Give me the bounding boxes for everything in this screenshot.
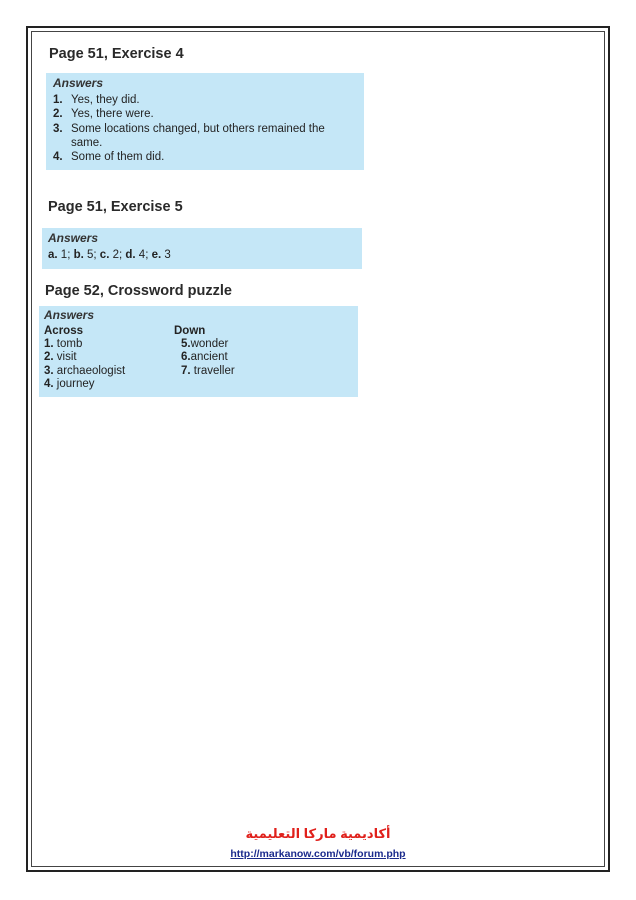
exercise-4-answer-list [53, 93, 356, 164]
across-item [44, 365, 125, 378]
match-answer [48, 249, 67, 261]
clue-word: tomb [56, 338, 83, 351]
match-letter: a. [48, 249, 58, 261]
across-label: Across [44, 325, 83, 337]
down-item [174, 365, 235, 378]
crossword-heading: Page 52, Crossword puzzle [45, 283, 232, 299]
down-item [174, 351, 235, 364]
clue-word: ancient [190, 351, 228, 364]
clue-word: wonder [190, 338, 229, 351]
clue-number: 2. [44, 351, 54, 364]
answer-item [53, 107, 356, 121]
answer-number: 3. [53, 122, 63, 135]
clue-number: 4. [44, 377, 54, 390]
exercise-5-answer-box [42, 228, 362, 269]
clue-word: archaeologist [56, 364, 126, 377]
clue-word: visit [56, 351, 77, 364]
answer-number: 1. [53, 94, 63, 106]
down-column [174, 325, 235, 378]
crossword-answer-box [39, 306, 358, 397]
exercise-5-heading: Page 51, Exercise 5 [48, 199, 183, 215]
across-item [44, 338, 125, 351]
match-letter: b. [73, 249, 84, 261]
match-letter: d. [125, 249, 136, 261]
answers-title: Answers [44, 308, 95, 322]
match-value: 2 [109, 249, 119, 261]
answer-text: Yes, there were. [71, 108, 154, 121]
exercise-4-heading: Page 51, Exercise 4 [49, 46, 184, 62]
answer-item [53, 93, 356, 107]
answer-item [53, 150, 356, 164]
clue-number: 6. [181, 351, 191, 364]
match-value: 3 [161, 249, 171, 261]
clue-number: 5. [181, 338, 191, 351]
match-answer [74, 249, 94, 261]
footer-link[interactable]: http://markanow.com/vb/forum.php [230, 848, 406, 860]
match-letter: c. [99, 249, 110, 261]
match-value: 4 [135, 249, 146, 261]
match-value: 1 [57, 249, 68, 261]
match-answer [125, 249, 145, 261]
footer-academy-name: أكاديمية ماركا التعليمية [245, 826, 391, 841]
exercise-5-answer-line: a. 1; b. 5; c. 2; d. 4; e. 3 [48, 249, 171, 261]
clue-word: journey [56, 377, 95, 390]
clue-number: 7. [181, 364, 191, 377]
down-item [174, 338, 235, 351]
answer-item [53, 122, 356, 151]
answer-number: 4. [53, 151, 63, 164]
across-item [44, 378, 125, 391]
answer-text: Some of them did. [71, 151, 165, 164]
match-answer [100, 249, 119, 261]
across-column [44, 325, 125, 391]
answers-title: Answers [53, 76, 104, 90]
answer-text: Yes, they did. [71, 94, 140, 106]
down-label: Down [174, 325, 206, 337]
clue-word: traveller [193, 364, 235, 377]
answer-number: 2. [53, 108, 63, 121]
match-letter: e. [151, 249, 162, 261]
answers-title: Answers [48, 231, 99, 245]
answer-text: Some locations changed, but others remained the same. [71, 122, 325, 149]
match-answer [152, 249, 171, 261]
clue-number: 1. [44, 338, 54, 351]
across-item [44, 351, 125, 364]
exercise-4-answer-box [46, 73, 364, 170]
clue-number: 3. [44, 364, 54, 377]
match-value: 5 [83, 249, 94, 261]
